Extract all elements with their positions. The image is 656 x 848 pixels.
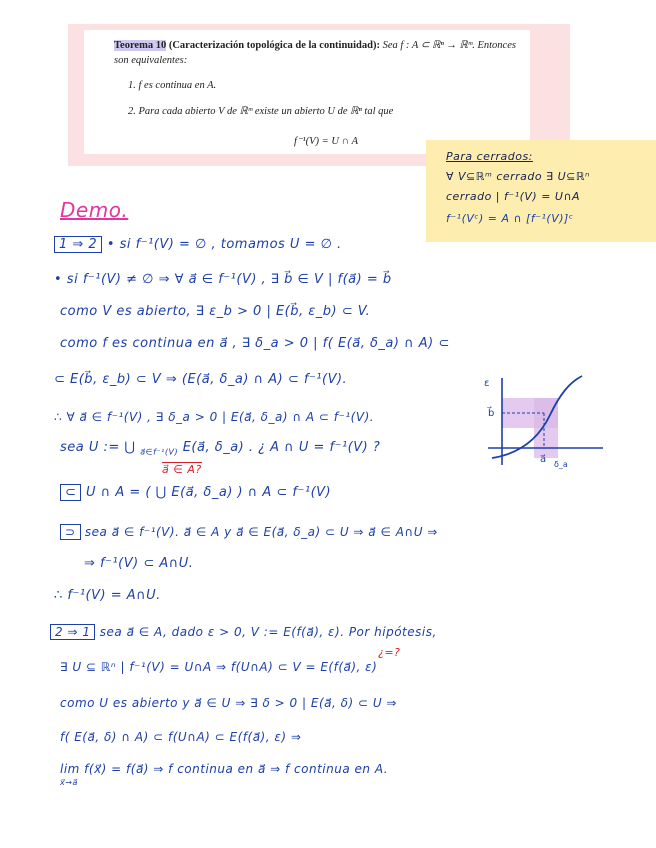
theorem-formula: f⁻¹(V) = U ∩ A: [294, 136, 358, 147]
theorem-label: Teorema 10: [114, 40, 167, 51]
proof-line-7: [60, 440, 380, 457]
proof-line-12: [50, 624, 437, 640]
proof-line-1-text: • si f⁻¹(V) = ∅ , tomamos U = ∅ .: [106, 237, 342, 252]
proof-line-11: ∴ f⁻¹(V) = A∩U.: [54, 588, 161, 603]
red-note-a-in-A: a⃗ ∈ A?: [162, 463, 202, 476]
sticky-line-2: ∀ V⊆ℝᵐ cerrado ∃ U⊆ℝⁿ: [446, 170, 590, 183]
proof-line-8: [60, 484, 331, 501]
sticky-line-1: Para cerrados:: [446, 150, 533, 163]
proof-line-10: ⇒ f⁻¹(V) ⊂ A∩U.: [84, 556, 194, 571]
sticky-note: [426, 140, 656, 242]
theorem-statement: Sea f : A ⊂ ℝⁿ → ℝᵐ. Entonces son equivalentes:: [114, 40, 516, 66]
sticky-line-3: cerrado | f⁻¹(V) = U∩A: [446, 190, 581, 203]
theorem-title: (Caracterización topológica de la continuidad):: [168, 40, 380, 51]
sketch-label-a: a⃗: [540, 454, 547, 465]
theorem-item-2: 2. Para cada abierto V de ℝᵐ existe un abierto U de ℝⁿ tal que: [128, 106, 394, 117]
proof-line-13: ∃ U ⊆ ℝⁿ | f⁻¹(V) = U∩A ⇒ f(U∩A) ⊂ V = E(f(a⃗), ε): [60, 660, 378, 674]
sketch-label-b: b⃗: [488, 408, 495, 419]
proof-line-1: [54, 236, 342, 253]
proof-line-16: lim f(x⃗) = f(a⃗) ⇒ f continua en a⃗ ⇒ f continua en A.: [60, 762, 389, 776]
proof-line-7-end: E(a⃗, δ_a) . ¿ A ∩ U = f⁻¹(V) ?: [182, 440, 381, 455]
proof-heading: Demo.: [60, 198, 129, 222]
proof-line-6: ∴ ∀ a⃗ ∈ f⁻¹(V) , ∃ δ_a > 0 | E(a⃗, δ_a) ∩ A ⊂ f⁻¹(V).: [54, 410, 375, 424]
step-tag-2-implies-1: 2 ⇒ 1: [50, 624, 95, 640]
proof-line-7-union-index: a⃗∈f⁻¹(V): [140, 447, 179, 457]
proof-line-5: ⊂ E(b⃗, ε_b) ⊂ V ⇒ (E(a⃗, δ_a) ∩ A) ⊂ f⁻¹(V).: [54, 372, 348, 387]
proof-line-12-text: sea a⃗ ∈ A, dado ε > 0, V := E(f(a⃗), ε). Por hipótesis,: [99, 625, 437, 639]
proof-line-4: como f es continua en a⃗ , ∃ δ_a > 0 | f( E(a⃗, δ_a) ∩ A) ⊂: [60, 336, 450, 351]
step-tag-1-implies-2: 1 ⇒ 2: [54, 236, 102, 253]
theorem-heading: [114, 38, 524, 68]
proof-line-9: [60, 524, 438, 540]
red-question-equal: ¿=?: [378, 646, 401, 659]
proof-line-3: como V es abierto, ∃ ε_b > 0 | E(b⃗, ε_b) ⊂ V.: [60, 304, 371, 319]
proof-line-15: f( E(a⃗, δ) ∩ A) ⊂ f(U∩A) ⊂ E(f(a⃗), ε) ⇒: [60, 730, 302, 744]
proof-line-2: • si f⁻¹(V) ≠ ∅ ⇒ ∀ a⃗ ∈ f⁻¹(V) , ∃ b⃗ ∈ V | f(a⃗) = b⃗: [54, 272, 392, 287]
proof-line-9-text: sea a⃗ ∈ f⁻¹(V). a⃗ ∈ A y a⃗ ∈ E(a⃗, δ_a) ⊂ U ⇒ a⃗ ∈ A∩U ⇒: [84, 525, 438, 539]
supset-tag: ⊃: [60, 524, 81, 540]
limit-subscript: x⃗→a⃗: [60, 778, 78, 787]
proof-line-7-start: sea U := ⋃: [60, 440, 136, 455]
theorem-box: [84, 30, 530, 154]
proof-line-14: como U es abierto y a⃗ ∈ U ⇒ ∃ δ > 0 | E(a⃗, δ) ⊂ U ⇒: [60, 696, 397, 710]
function-sketch: [478, 370, 608, 470]
subset-tag: ⊂: [60, 484, 81, 501]
sticky-line-4: f⁻¹(Vᶜ) = A ∩ [f⁻¹(V)]ᶜ: [446, 212, 574, 225]
proof-line-8-text: U ∩ A = ( ⋃ E(a⃗, δ_a) ) ∩ A ⊂ f⁻¹(V): [86, 485, 332, 500]
sketch-label-delta: δ_a: [554, 460, 568, 469]
theorem-item-1: 1. f es continua en A.: [128, 80, 217, 91]
sketch-label-eps: ε: [484, 378, 490, 389]
